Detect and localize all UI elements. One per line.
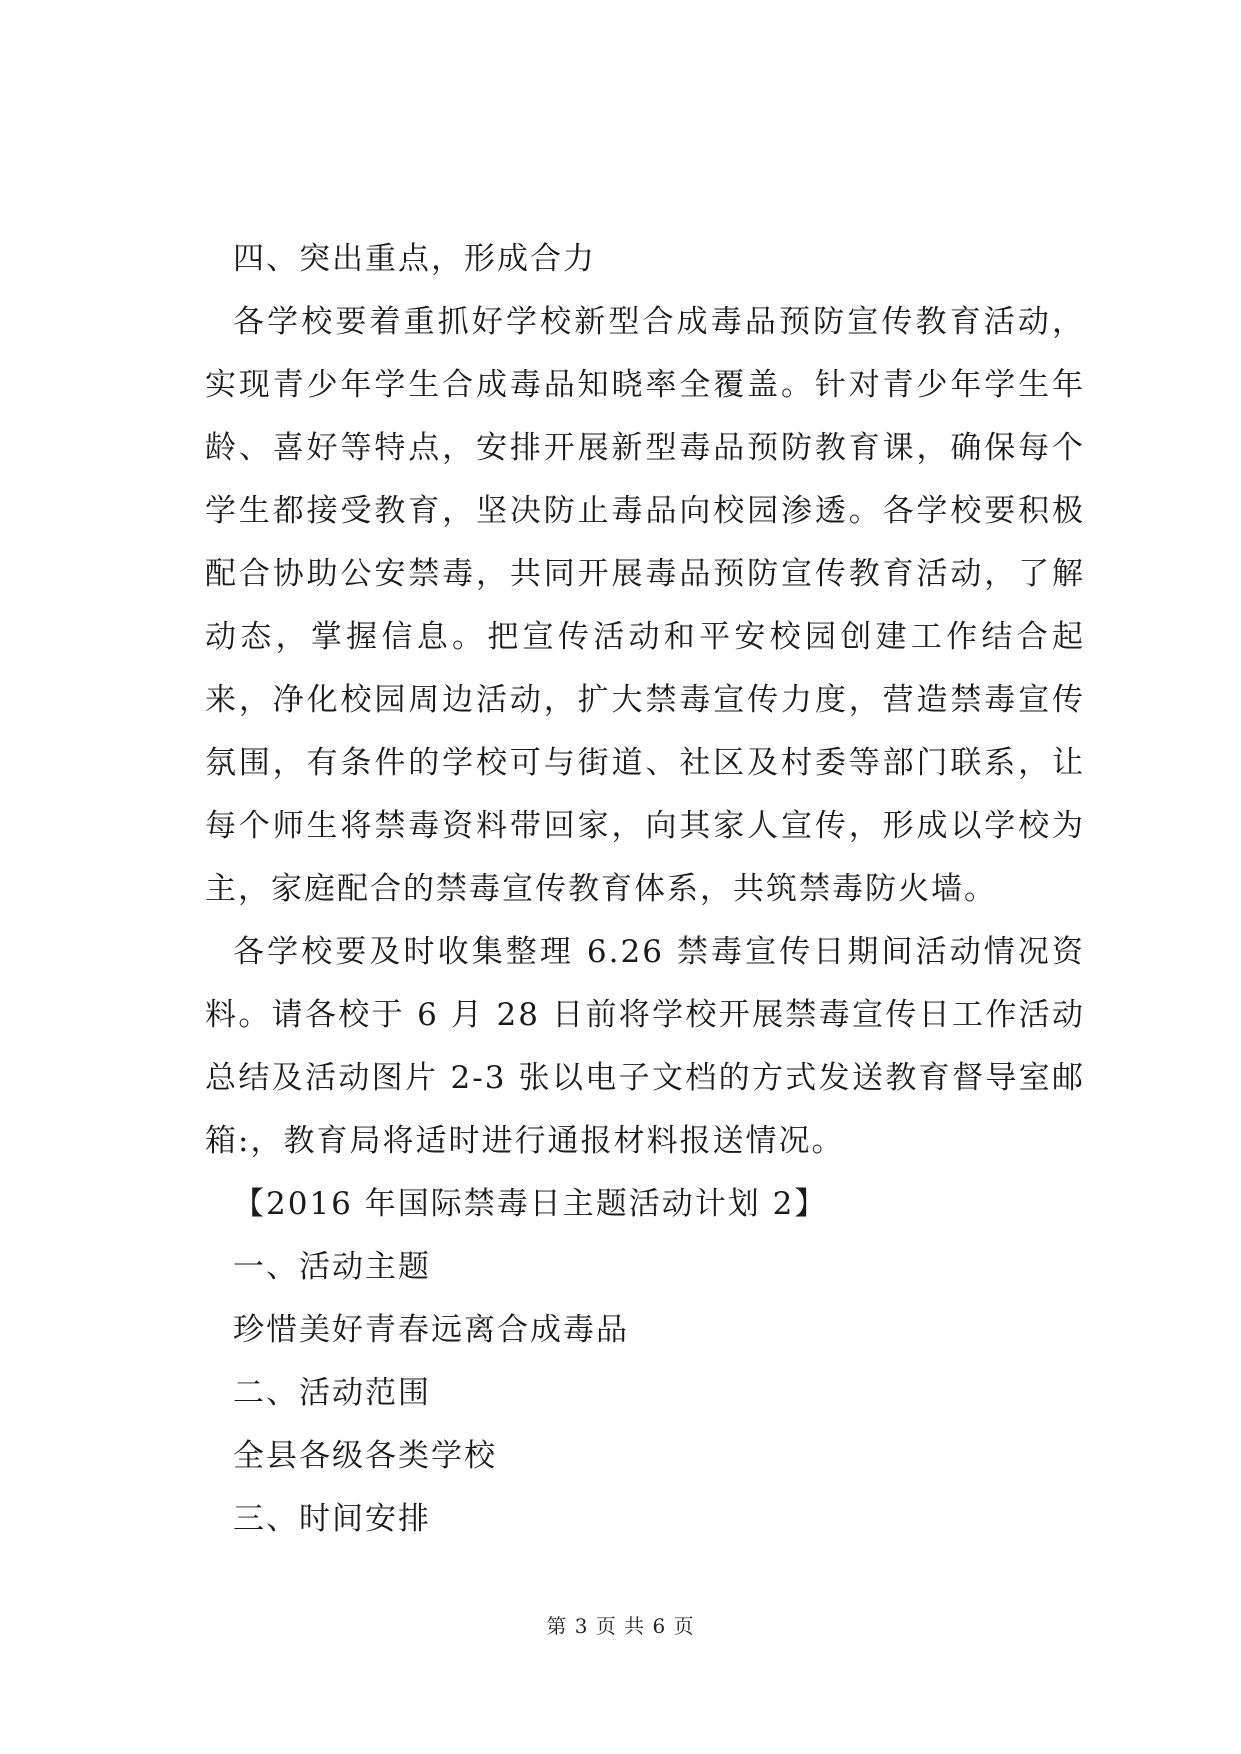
- item2-content: 全县各级各类学校: [233, 1438, 497, 1474]
- item1-content: 珍惜美好青春远离合成毒品: [233, 1312, 629, 1348]
- paragraph-publicity: 各学校要着重抓好学校新型合成毒品预防宣传教育活动，实现青少年学生合成毒品知晓率全覆盖。针对青少年学生年龄、喜好等特点，安排开展新型毒品预防教育课，确保每个学生都接受教育，坚决防止毒品向校园渗透。各学校要积极配合协助公安禁毒，共同开展毒品预防宣传教育活动，了解动态，掌握信息。把宣传活动和平安校园创建工作结合起来，净化校园周边活动，扩大禁毒宣传力度，营造禁毒宣传氛围，有条件的学校可与街道、社区及村委等部门联系，让每个师生将禁毒资料带回家，向其家人宣传，形成以学校为主，家庭配合的禁毒宣传教育体系，共筑禁毒防火墙。: [205, 304, 1085, 907]
- section4-heading: 四、突出重点，形成合力: [233, 241, 596, 277]
- document-body: [205, 228, 1085, 1551]
- page-footer: 第 3 页 共 6 页: [546, 1614, 695, 1638]
- plan2-title: 【2016 年国际禁毒日主题活动计划 2】: [233, 1186, 828, 1222]
- paragraph-materials: 各学校要及时收集整理 6.26 禁毒宣传日期间活动情况资料。请各校于 6 月 28 日前将学校开展禁毒宣传日工作活动总结及活动图片 2-3 张以电子文档的方式发送教育督导室邮箱:，教育局将适时进行通报材料报送情况。: [205, 934, 1085, 1159]
- item3-heading: 三、时间安排: [233, 1501, 431, 1537]
- item1-heading: 一、活动主题: [233, 1249, 431, 1285]
- item2-heading: 二、活动范围: [233, 1375, 431, 1411]
